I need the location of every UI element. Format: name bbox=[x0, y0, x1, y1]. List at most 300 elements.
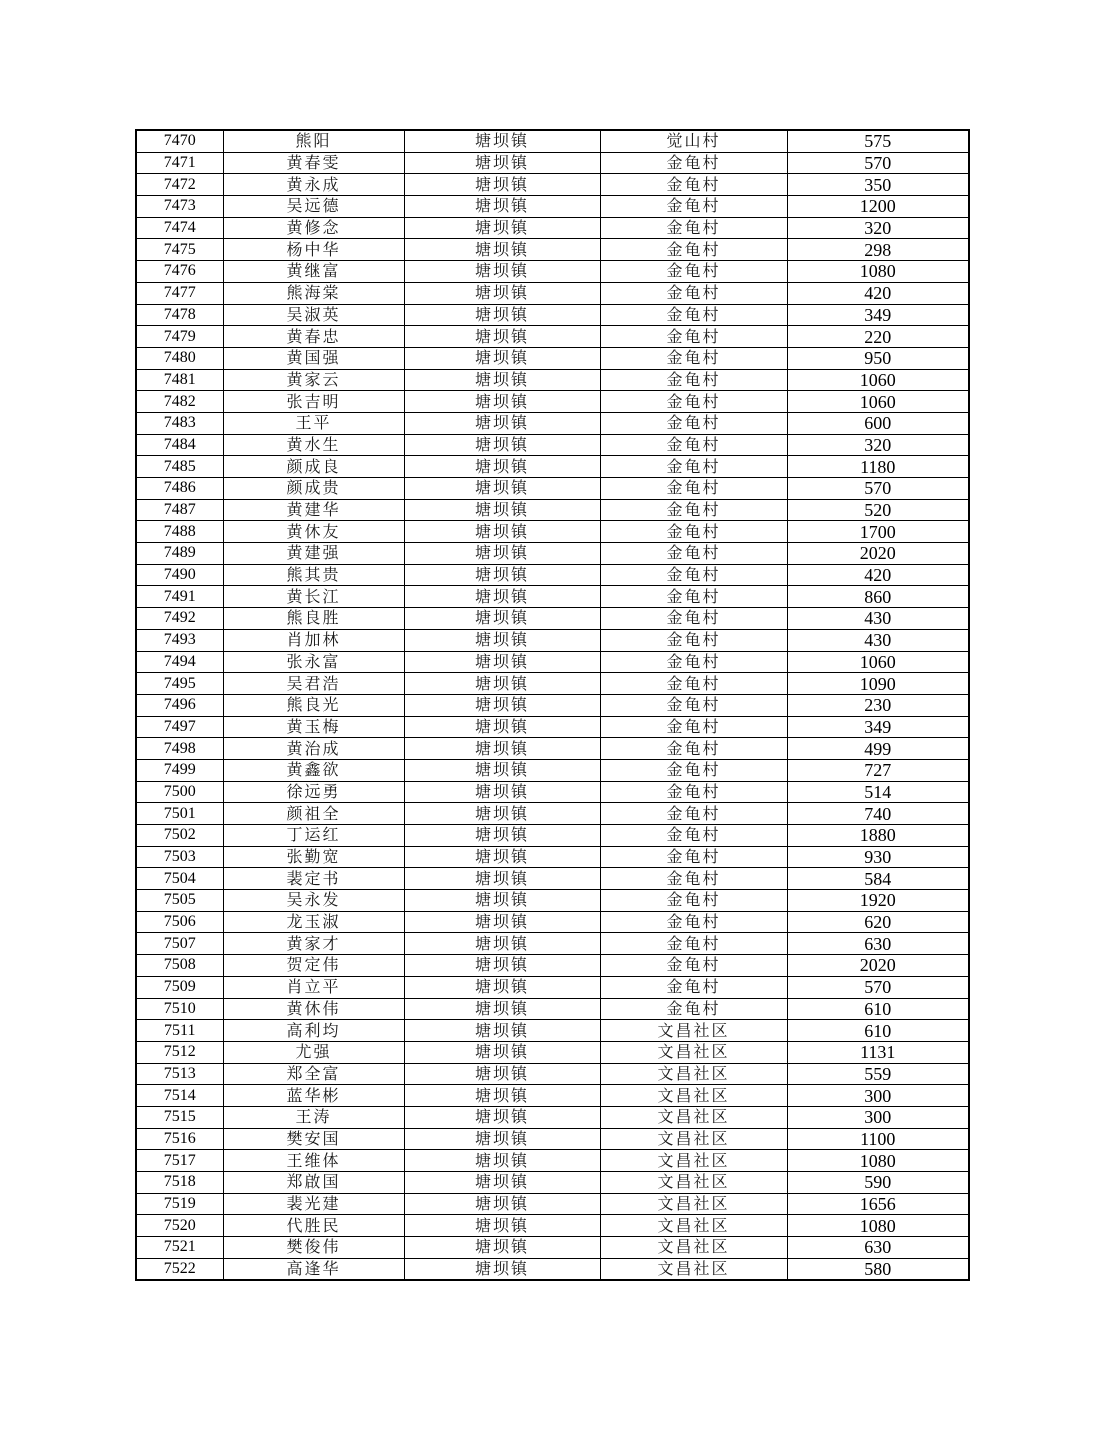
table-row bbox=[136, 1041, 969, 1063]
town-cell: 塘坝镇 bbox=[404, 521, 600, 543]
table-row bbox=[136, 976, 969, 998]
town-cell: 塘坝镇 bbox=[404, 694, 600, 716]
town-cell: 塘坝镇 bbox=[404, 890, 600, 912]
town-cell: 塘坝镇 bbox=[404, 347, 600, 369]
town-cell: 塘坝镇 bbox=[404, 738, 600, 760]
amount-cell: 420 bbox=[787, 564, 969, 586]
town-cell: 塘坝镇 bbox=[404, 564, 600, 586]
person-name-cell: 张永富 bbox=[223, 651, 404, 673]
row-number-cell: 7494 bbox=[136, 651, 223, 673]
town-cell: 塘坝镇 bbox=[404, 846, 600, 868]
amount-cell: 580 bbox=[787, 1258, 969, 1280]
roster-table-body bbox=[136, 130, 969, 1280]
amount-cell: 300 bbox=[787, 1085, 969, 1107]
amount-cell: 610 bbox=[787, 1020, 969, 1042]
town-cell: 塘坝镇 bbox=[404, 1020, 600, 1042]
row-number-cell: 7515 bbox=[136, 1106, 223, 1128]
amount-cell: 600 bbox=[787, 412, 969, 434]
table-row bbox=[136, 998, 969, 1020]
amount-cell: 570 bbox=[787, 976, 969, 998]
person-name-cell: 黄长江 bbox=[223, 586, 404, 608]
table-row bbox=[136, 521, 969, 543]
table-row bbox=[136, 1172, 969, 1194]
person-name-cell: 黄家才 bbox=[223, 933, 404, 955]
row-number-cell: 7484 bbox=[136, 434, 223, 456]
town-cell: 塘坝镇 bbox=[404, 651, 600, 673]
amount-cell: 740 bbox=[787, 803, 969, 825]
table-row bbox=[136, 564, 969, 586]
row-number-cell: 7472 bbox=[136, 174, 223, 196]
village-cell: 文昌社区 bbox=[600, 1085, 787, 1107]
town-cell: 塘坝镇 bbox=[404, 673, 600, 695]
village-cell: 金龟村 bbox=[600, 586, 787, 608]
amount-cell: 950 bbox=[787, 347, 969, 369]
amount-cell: 1080 bbox=[787, 1215, 969, 1237]
village-cell: 文昌社区 bbox=[600, 1063, 787, 1085]
town-cell: 塘坝镇 bbox=[404, 174, 600, 196]
row-number-cell: 7510 bbox=[136, 998, 223, 1020]
table-row bbox=[136, 781, 969, 803]
amount-cell: 570 bbox=[787, 478, 969, 500]
village-cell: 金龟村 bbox=[600, 651, 787, 673]
table-row bbox=[136, 369, 969, 391]
row-number-cell: 7474 bbox=[136, 217, 223, 239]
village-cell: 金龟村 bbox=[600, 738, 787, 760]
village-cell: 金龟村 bbox=[600, 846, 787, 868]
row-number-cell: 7488 bbox=[136, 521, 223, 543]
town-cell: 塘坝镇 bbox=[404, 803, 600, 825]
row-number-cell: 7481 bbox=[136, 369, 223, 391]
person-name-cell: 颜祖全 bbox=[223, 803, 404, 825]
town-cell: 塘坝镇 bbox=[404, 1128, 600, 1150]
town-cell: 塘坝镇 bbox=[404, 1150, 600, 1172]
town-cell: 塘坝镇 bbox=[404, 1237, 600, 1259]
village-cell: 文昌社区 bbox=[600, 1258, 787, 1280]
table-row bbox=[136, 391, 969, 413]
town-cell: 塘坝镇 bbox=[404, 434, 600, 456]
table-row bbox=[136, 1215, 969, 1237]
table-row bbox=[136, 174, 969, 196]
village-cell: 金龟村 bbox=[600, 434, 787, 456]
table-row bbox=[136, 1258, 969, 1280]
person-name-cell: 黄休友 bbox=[223, 521, 404, 543]
village-cell: 金龟村 bbox=[600, 629, 787, 651]
table-row bbox=[136, 955, 969, 977]
village-cell: 金龟村 bbox=[600, 196, 787, 218]
person-name-cell: 张吉明 bbox=[223, 391, 404, 413]
table-row bbox=[136, 152, 969, 174]
row-number-cell: 7497 bbox=[136, 716, 223, 738]
row-number-cell: 7501 bbox=[136, 803, 223, 825]
person-name-cell: 王平 bbox=[223, 412, 404, 434]
amount-cell: 430 bbox=[787, 608, 969, 630]
amount-cell: 320 bbox=[787, 434, 969, 456]
table-row bbox=[136, 261, 969, 283]
person-name-cell: 黄玉梅 bbox=[223, 716, 404, 738]
person-name-cell: 代胜民 bbox=[223, 1215, 404, 1237]
person-name-cell: 高利均 bbox=[223, 1020, 404, 1042]
person-name-cell: 吴淑英 bbox=[223, 304, 404, 326]
village-cell: 金龟村 bbox=[600, 412, 787, 434]
person-name-cell: 尤强 bbox=[223, 1041, 404, 1063]
person-name-cell: 黄休伟 bbox=[223, 998, 404, 1020]
town-cell: 塘坝镇 bbox=[404, 998, 600, 1020]
village-cell: 金龟村 bbox=[600, 716, 787, 738]
table-row bbox=[136, 759, 969, 781]
village-cell: 文昌社区 bbox=[600, 1172, 787, 1194]
town-cell: 塘坝镇 bbox=[404, 629, 600, 651]
village-cell: 金龟村 bbox=[600, 521, 787, 543]
town-cell: 塘坝镇 bbox=[404, 152, 600, 174]
amount-cell: 1180 bbox=[787, 456, 969, 478]
person-name-cell: 黄治成 bbox=[223, 738, 404, 760]
amount-cell: 1700 bbox=[787, 521, 969, 543]
row-number-cell: 7505 bbox=[136, 890, 223, 912]
town-cell: 塘坝镇 bbox=[404, 326, 600, 348]
row-number-cell: 7491 bbox=[136, 586, 223, 608]
village-cell: 金龟村 bbox=[600, 239, 787, 261]
person-name-cell: 肖加林 bbox=[223, 629, 404, 651]
village-cell: 觉山村 bbox=[600, 130, 787, 152]
row-number-cell: 7500 bbox=[136, 781, 223, 803]
table-row bbox=[136, 608, 969, 630]
village-cell: 金龟村 bbox=[600, 803, 787, 825]
amount-cell: 298 bbox=[787, 239, 969, 261]
amount-cell: 349 bbox=[787, 716, 969, 738]
amount-cell: 570 bbox=[787, 152, 969, 174]
amount-cell: 575 bbox=[787, 130, 969, 152]
amount-cell: 860 bbox=[787, 586, 969, 608]
row-number-cell: 7490 bbox=[136, 564, 223, 586]
person-name-cell: 颜成贵 bbox=[223, 478, 404, 500]
village-cell: 金龟村 bbox=[600, 152, 787, 174]
village-cell: 金龟村 bbox=[600, 282, 787, 304]
amount-cell: 220 bbox=[787, 326, 969, 348]
village-cell: 金龟村 bbox=[600, 347, 787, 369]
town-cell: 塘坝镇 bbox=[404, 911, 600, 933]
village-cell: 金龟村 bbox=[600, 543, 787, 565]
row-number-cell: 7498 bbox=[136, 738, 223, 760]
amount-cell: 1080 bbox=[787, 1150, 969, 1172]
table-row bbox=[136, 890, 969, 912]
person-name-cell: 熊阳 bbox=[223, 130, 404, 152]
amount-cell: 630 bbox=[787, 1237, 969, 1259]
row-number-cell: 7517 bbox=[136, 1150, 223, 1172]
row-number-cell: 7485 bbox=[136, 456, 223, 478]
town-cell: 塘坝镇 bbox=[404, 759, 600, 781]
town-cell: 塘坝镇 bbox=[404, 955, 600, 977]
person-name-cell: 龙玉淑 bbox=[223, 911, 404, 933]
town-cell: 塘坝镇 bbox=[404, 1085, 600, 1107]
town-cell: 塘坝镇 bbox=[404, 130, 600, 152]
village-cell: 金龟村 bbox=[600, 478, 787, 500]
amount-cell: 430 bbox=[787, 629, 969, 651]
town-cell: 塘坝镇 bbox=[404, 391, 600, 413]
village-cell: 金龟村 bbox=[600, 694, 787, 716]
row-number-cell: 7486 bbox=[136, 478, 223, 500]
row-number-cell: 7476 bbox=[136, 261, 223, 283]
amount-cell: 1131 bbox=[787, 1041, 969, 1063]
town-cell: 塘坝镇 bbox=[404, 1106, 600, 1128]
row-number-cell: 7513 bbox=[136, 1063, 223, 1085]
row-number-cell: 7503 bbox=[136, 846, 223, 868]
table-row bbox=[136, 738, 969, 760]
amount-cell: 514 bbox=[787, 781, 969, 803]
row-number-cell: 7480 bbox=[136, 347, 223, 369]
amount-cell: 1060 bbox=[787, 391, 969, 413]
person-name-cell: 裴光建 bbox=[223, 1193, 404, 1215]
table-row bbox=[136, 716, 969, 738]
row-number-cell: 7496 bbox=[136, 694, 223, 716]
row-number-cell: 7482 bbox=[136, 391, 223, 413]
person-name-cell: 吴远德 bbox=[223, 196, 404, 218]
person-name-cell: 黄修念 bbox=[223, 217, 404, 239]
table-row bbox=[136, 651, 969, 673]
town-cell: 塘坝镇 bbox=[404, 1172, 600, 1194]
person-name-cell: 黄国强 bbox=[223, 347, 404, 369]
town-cell: 塘坝镇 bbox=[404, 217, 600, 239]
town-cell: 塘坝镇 bbox=[404, 1215, 600, 1237]
town-cell: 塘坝镇 bbox=[404, 543, 600, 565]
amount-cell: 610 bbox=[787, 998, 969, 1020]
table-row bbox=[136, 825, 969, 847]
amount-cell: 727 bbox=[787, 759, 969, 781]
table-row bbox=[136, 1128, 969, 1150]
town-cell: 塘坝镇 bbox=[404, 499, 600, 521]
village-cell: 文昌社区 bbox=[600, 1128, 787, 1150]
row-number-cell: 7492 bbox=[136, 608, 223, 630]
person-name-cell: 熊良光 bbox=[223, 694, 404, 716]
village-cell: 文昌社区 bbox=[600, 1150, 787, 1172]
person-name-cell: 黄水生 bbox=[223, 434, 404, 456]
amount-cell: 1060 bbox=[787, 369, 969, 391]
table-row bbox=[136, 239, 969, 261]
town-cell: 塘坝镇 bbox=[404, 478, 600, 500]
row-number-cell: 7504 bbox=[136, 868, 223, 890]
row-number-cell: 7470 bbox=[136, 130, 223, 152]
town-cell: 塘坝镇 bbox=[404, 282, 600, 304]
village-cell: 金龟村 bbox=[600, 998, 787, 1020]
table-row bbox=[136, 1063, 969, 1085]
village-cell: 金龟村 bbox=[600, 759, 787, 781]
person-name-cell: 熊其贵 bbox=[223, 564, 404, 586]
table-row bbox=[136, 478, 969, 500]
amount-cell: 520 bbox=[787, 499, 969, 521]
table-row bbox=[136, 217, 969, 239]
table-row bbox=[136, 911, 969, 933]
person-name-cell: 吴君浩 bbox=[223, 673, 404, 695]
town-cell: 塘坝镇 bbox=[404, 196, 600, 218]
village-cell: 金龟村 bbox=[600, 890, 787, 912]
table-row bbox=[136, 196, 969, 218]
amount-cell: 300 bbox=[787, 1106, 969, 1128]
row-number-cell: 7477 bbox=[136, 282, 223, 304]
table-row bbox=[136, 1106, 969, 1128]
town-cell: 塘坝镇 bbox=[404, 825, 600, 847]
town-cell: 塘坝镇 bbox=[404, 868, 600, 890]
person-name-cell: 熊海棠 bbox=[223, 282, 404, 304]
row-number-cell: 7473 bbox=[136, 196, 223, 218]
village-cell: 文昌社区 bbox=[600, 1215, 787, 1237]
table-row bbox=[136, 694, 969, 716]
town-cell: 塘坝镇 bbox=[404, 976, 600, 998]
row-number-cell: 7519 bbox=[136, 1193, 223, 1215]
amount-cell: 420 bbox=[787, 282, 969, 304]
person-name-cell: 张勤宽 bbox=[223, 846, 404, 868]
amount-cell: 2020 bbox=[787, 955, 969, 977]
town-cell: 塘坝镇 bbox=[404, 933, 600, 955]
town-cell: 塘坝镇 bbox=[404, 412, 600, 434]
person-name-cell: 黄继富 bbox=[223, 261, 404, 283]
town-cell: 塘坝镇 bbox=[404, 586, 600, 608]
amount-cell: 1090 bbox=[787, 673, 969, 695]
amount-cell: 1656 bbox=[787, 1193, 969, 1215]
row-number-cell: 7512 bbox=[136, 1041, 223, 1063]
village-cell: 金龟村 bbox=[600, 608, 787, 630]
amount-cell: 1880 bbox=[787, 825, 969, 847]
amount-cell: 320 bbox=[787, 217, 969, 239]
table-row bbox=[136, 868, 969, 890]
table-row bbox=[136, 304, 969, 326]
table-row bbox=[136, 846, 969, 868]
person-name-cell: 黄建华 bbox=[223, 499, 404, 521]
row-number-cell: 7511 bbox=[136, 1020, 223, 1042]
table-row bbox=[136, 1150, 969, 1172]
person-name-cell: 熊良胜 bbox=[223, 608, 404, 630]
person-name-cell: 杨中华 bbox=[223, 239, 404, 261]
amount-cell: 350 bbox=[787, 174, 969, 196]
row-number-cell: 7509 bbox=[136, 976, 223, 998]
town-cell: 塘坝镇 bbox=[404, 781, 600, 803]
table-row bbox=[136, 130, 969, 152]
person-name-cell: 王涛 bbox=[223, 1106, 404, 1128]
amount-cell: 1060 bbox=[787, 651, 969, 673]
village-cell: 金龟村 bbox=[600, 499, 787, 521]
table-row bbox=[136, 326, 969, 348]
amount-cell: 230 bbox=[787, 694, 969, 716]
amount-cell: 499 bbox=[787, 738, 969, 760]
row-number-cell: 7502 bbox=[136, 825, 223, 847]
town-cell: 塘坝镇 bbox=[404, 1041, 600, 1063]
row-number-cell: 7520 bbox=[136, 1215, 223, 1237]
person-name-cell: 王维体 bbox=[223, 1150, 404, 1172]
person-name-cell: 高逢华 bbox=[223, 1258, 404, 1280]
table-row bbox=[136, 1085, 969, 1107]
table-row bbox=[136, 629, 969, 651]
table-row bbox=[136, 347, 969, 369]
table-row bbox=[136, 282, 969, 304]
village-cell: 金龟村 bbox=[600, 825, 787, 847]
town-cell: 塘坝镇 bbox=[404, 716, 600, 738]
person-name-cell: 肖立平 bbox=[223, 976, 404, 998]
amount-cell: 349 bbox=[787, 304, 969, 326]
row-number-cell: 7483 bbox=[136, 412, 223, 434]
town-cell: 塘坝镇 bbox=[404, 239, 600, 261]
amount-cell: 590 bbox=[787, 1172, 969, 1194]
amount-cell: 559 bbox=[787, 1063, 969, 1085]
village-cell: 金龟村 bbox=[600, 564, 787, 586]
row-number-cell: 7495 bbox=[136, 673, 223, 695]
town-cell: 塘坝镇 bbox=[404, 304, 600, 326]
row-number-cell: 7493 bbox=[136, 629, 223, 651]
town-cell: 塘坝镇 bbox=[404, 261, 600, 283]
row-number-cell: 7521 bbox=[136, 1237, 223, 1259]
village-cell: 金龟村 bbox=[600, 673, 787, 695]
row-number-cell: 7522 bbox=[136, 1258, 223, 1280]
person-name-cell: 黄春雯 bbox=[223, 152, 404, 174]
amount-cell: 1080 bbox=[787, 261, 969, 283]
table-row bbox=[136, 933, 969, 955]
table-row bbox=[136, 1020, 969, 1042]
village-cell: 金龟村 bbox=[600, 933, 787, 955]
row-number-cell: 7516 bbox=[136, 1128, 223, 1150]
person-name-cell: 裴定书 bbox=[223, 868, 404, 890]
village-cell: 文昌社区 bbox=[600, 1237, 787, 1259]
village-cell: 金龟村 bbox=[600, 391, 787, 413]
table-row bbox=[136, 456, 969, 478]
row-number-cell: 7479 bbox=[136, 326, 223, 348]
table-row bbox=[136, 673, 969, 695]
row-number-cell: 7478 bbox=[136, 304, 223, 326]
roster-table bbox=[135, 129, 970, 1281]
table-row bbox=[136, 434, 969, 456]
village-cell: 文昌社区 bbox=[600, 1041, 787, 1063]
row-number-cell: 7499 bbox=[136, 759, 223, 781]
village-cell: 金龟村 bbox=[600, 304, 787, 326]
row-number-cell: 7506 bbox=[136, 911, 223, 933]
amount-cell: 1100 bbox=[787, 1128, 969, 1150]
row-number-cell: 7518 bbox=[136, 1172, 223, 1194]
village-cell: 金龟村 bbox=[600, 369, 787, 391]
town-cell: 塘坝镇 bbox=[404, 456, 600, 478]
person-name-cell: 樊俊伟 bbox=[223, 1237, 404, 1259]
town-cell: 塘坝镇 bbox=[404, 1063, 600, 1085]
person-name-cell: 樊安国 bbox=[223, 1128, 404, 1150]
row-number-cell: 7489 bbox=[136, 543, 223, 565]
row-number-cell: 7514 bbox=[136, 1085, 223, 1107]
row-number-cell: 7471 bbox=[136, 152, 223, 174]
amount-cell: 1200 bbox=[787, 196, 969, 218]
amount-cell: 930 bbox=[787, 846, 969, 868]
row-number-cell: 7487 bbox=[136, 499, 223, 521]
village-cell: 金龟村 bbox=[600, 456, 787, 478]
table-row bbox=[136, 1237, 969, 1259]
village-cell: 金龟村 bbox=[600, 911, 787, 933]
table-row bbox=[136, 1193, 969, 1215]
person-name-cell: 徐远勇 bbox=[223, 781, 404, 803]
village-cell: 文昌社区 bbox=[600, 1193, 787, 1215]
amount-cell: 620 bbox=[787, 911, 969, 933]
person-name-cell: 黄春忠 bbox=[223, 326, 404, 348]
village-cell: 文昌社区 bbox=[600, 1106, 787, 1128]
village-cell: 金龟村 bbox=[600, 781, 787, 803]
village-cell: 金龟村 bbox=[600, 955, 787, 977]
amount-cell: 2020 bbox=[787, 543, 969, 565]
person-name-cell: 黄家云 bbox=[223, 369, 404, 391]
person-name-cell: 黄永成 bbox=[223, 174, 404, 196]
village-cell: 金龟村 bbox=[600, 976, 787, 998]
row-number-cell: 7507 bbox=[136, 933, 223, 955]
row-number-cell: 7508 bbox=[136, 955, 223, 977]
amount-cell: 584 bbox=[787, 868, 969, 890]
village-cell: 金龟村 bbox=[600, 174, 787, 196]
person-name-cell: 蓝华彬 bbox=[223, 1085, 404, 1107]
table-row bbox=[136, 543, 969, 565]
table-row bbox=[136, 803, 969, 825]
town-cell: 塘坝镇 bbox=[404, 608, 600, 630]
person-name-cell: 黄鑫欲 bbox=[223, 759, 404, 781]
village-cell: 金龟村 bbox=[600, 217, 787, 239]
